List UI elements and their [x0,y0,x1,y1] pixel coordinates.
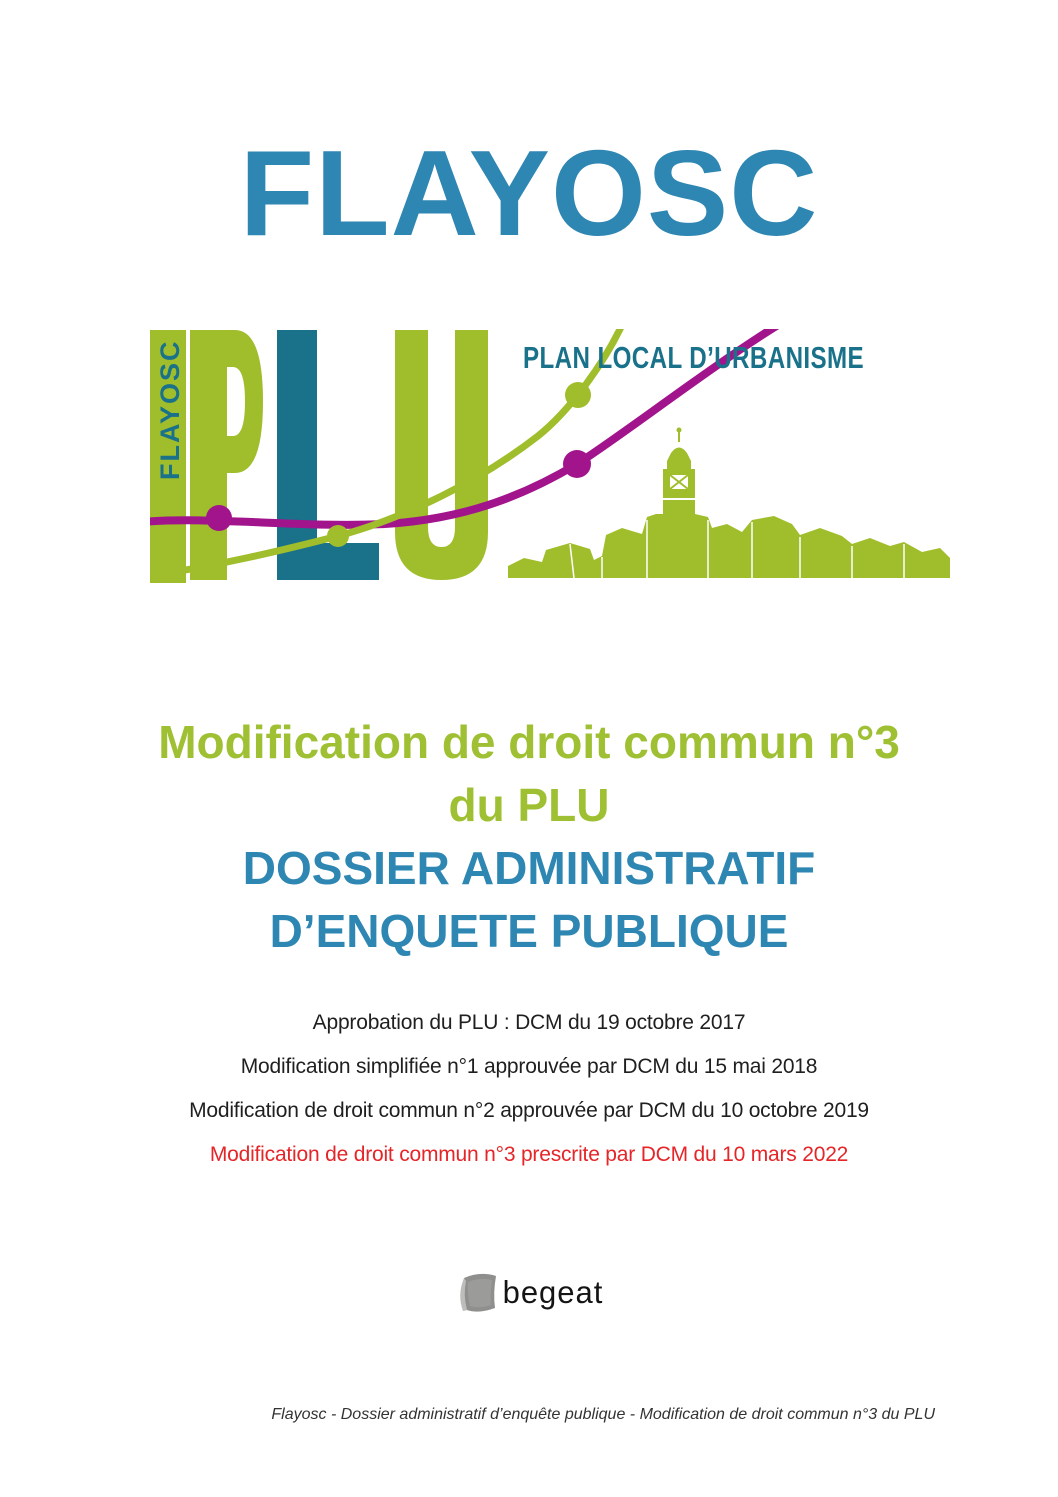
logo-vertical-label: FLAYOSC [155,339,185,480]
approval-line-2: Modification simplifiée n°1 approuvée par DCM du 15 mai 2018 [240,1055,818,1078]
magenta-curve-dot-right [563,450,591,478]
approval-line-3: Modification de droit commun n°2 approuvée par DCM du 10 octobre 2019 [189,1099,869,1122]
title-modification-line: Modification de droit commun n°3 [158,716,900,768]
page-title: FLAYOSC [239,125,819,261]
title-du-plu-line: du PLU [448,779,610,831]
publisher-name: begeat [502,1274,604,1311]
plu-letter-l [277,330,379,580]
plu-logo [150,329,950,585]
begeat-book-icon [455,1270,497,1316]
village-skyline [508,428,950,579]
title-dossier-line: DOSSIER ADMINISTRATIF [242,842,816,894]
plu-letter-u [395,330,488,580]
footer-running-title: Flayosc - Dossier administratif d’enquête publique - Modification de droit commun n°3 du PLU [271,1406,935,1423]
approval-line-4: Modification de droit commun n°3 prescrite par DCM du 10 mars 2022 [209,1143,849,1166]
book-icon-page [467,1279,491,1307]
approval-history-block [0,1001,1058,1177]
plu-logo-graphic [150,329,950,585]
document-title-block [0,711,1058,963]
approval-line-1: Approbation du PLU : DCM du 19 octobre 2017 [312,1011,746,1034]
logo-caption: PLAN LOCAL D’URBANISME [523,340,865,375]
title-enquete-line: D’ENQUETE PUBLIQUE [269,905,789,957]
publisher-logo [0,1268,1058,1318]
green-curve-dot-right [565,382,591,408]
magenta-curve-dot-left [206,505,232,531]
green-curve-dot-left [327,525,349,547]
plu-letter-p [190,330,263,580]
tower-finial-tip [677,428,682,433]
